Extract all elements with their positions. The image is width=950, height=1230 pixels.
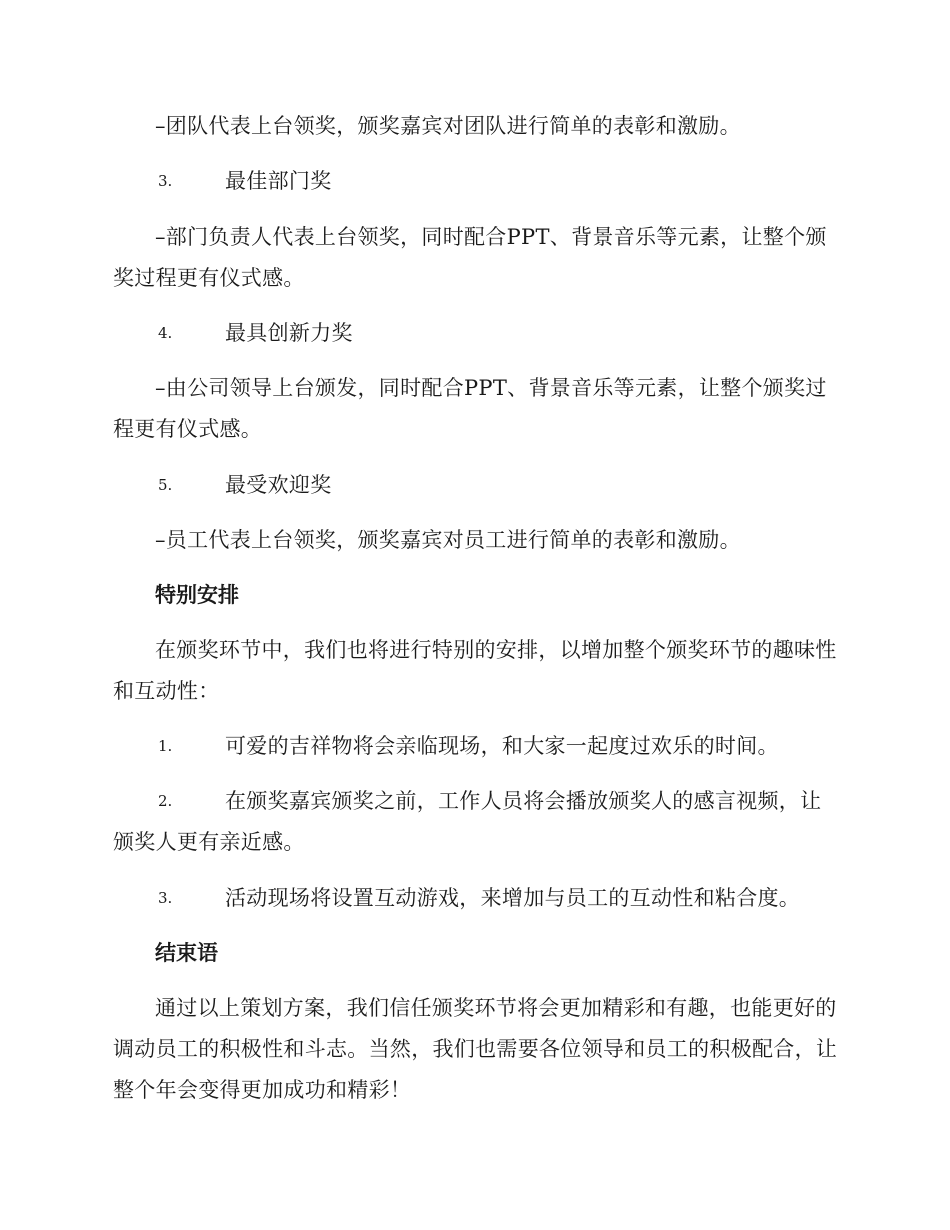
list-text: 最具创新力奖: [225, 321, 353, 345]
list-number: 3.: [158, 889, 173, 907]
section-heading-closing: 结束语: [155, 941, 218, 965]
list-item-innovation: [113, 313, 838, 354]
paragraph-innovation-award: –由公司领导上台颁发，同时配合PPT、背景音乐等元素，让整个颁奖过程更有仪式感。: [113, 376, 827, 441]
paragraph-closing: 通过以上策划方案，我们信任颁奖环节将会更加精彩和有趣，也能更好的调动员工的积极性和斗志。当然，我们也需要各位领导和员工的积极配合，让整个年会变得更加成功和精彩！: [113, 996, 838, 1102]
paragraph-popular-award: –员工代表上台领奖，颁奖嘉宾对员工进行简单的表彰和激励。: [155, 528, 741, 552]
list-text: 最佳部门奖: [225, 169, 332, 193]
list-text: 可爱的吉祥物将会亲临现场，和大家一起度过欢乐的时间。: [225, 734, 779, 758]
list-text: 活动现场将设置互动游戏，来增加与员工的互动性和粘合度。: [225, 886, 801, 910]
list-item-video: [113, 781, 838, 863]
list-item-games: [113, 878, 838, 919]
list-number: 3.: [158, 172, 173, 190]
list-number: 2.: [158, 792, 173, 810]
paragraph-team-award: –团队代表上台领奖，颁奖嘉宾对团队进行简单的表彰和激励。: [155, 114, 741, 138]
list-number: 1.: [158, 737, 173, 755]
list-item-most-popular: [113, 465, 838, 506]
paragraph-special-intro: 在颁奖环节中，我们也将进行特别的安排，以增加整个颁奖环节的趣味性和互动性：: [113, 638, 837, 703]
list-number: 5.: [158, 476, 173, 494]
section-heading-special: 特别安排: [155, 583, 239, 607]
paragraph-department-award: –部门负责人代表上台领奖，同时配合PPT、背景音乐等元素，让整个颁奖过程更有仪式感。: [113, 225, 827, 290]
list-text: 在颁奖嘉宾颁奖之前，工作人员将会播放颁奖人的感言视频，让颁奖人更有亲近感。: [113, 789, 822, 854]
list-item-mascot: [113, 726, 838, 767]
list-item-best-department: [113, 161, 838, 202]
list-number: 4.: [158, 324, 173, 342]
list-text: 最受欢迎奖: [225, 473, 332, 497]
